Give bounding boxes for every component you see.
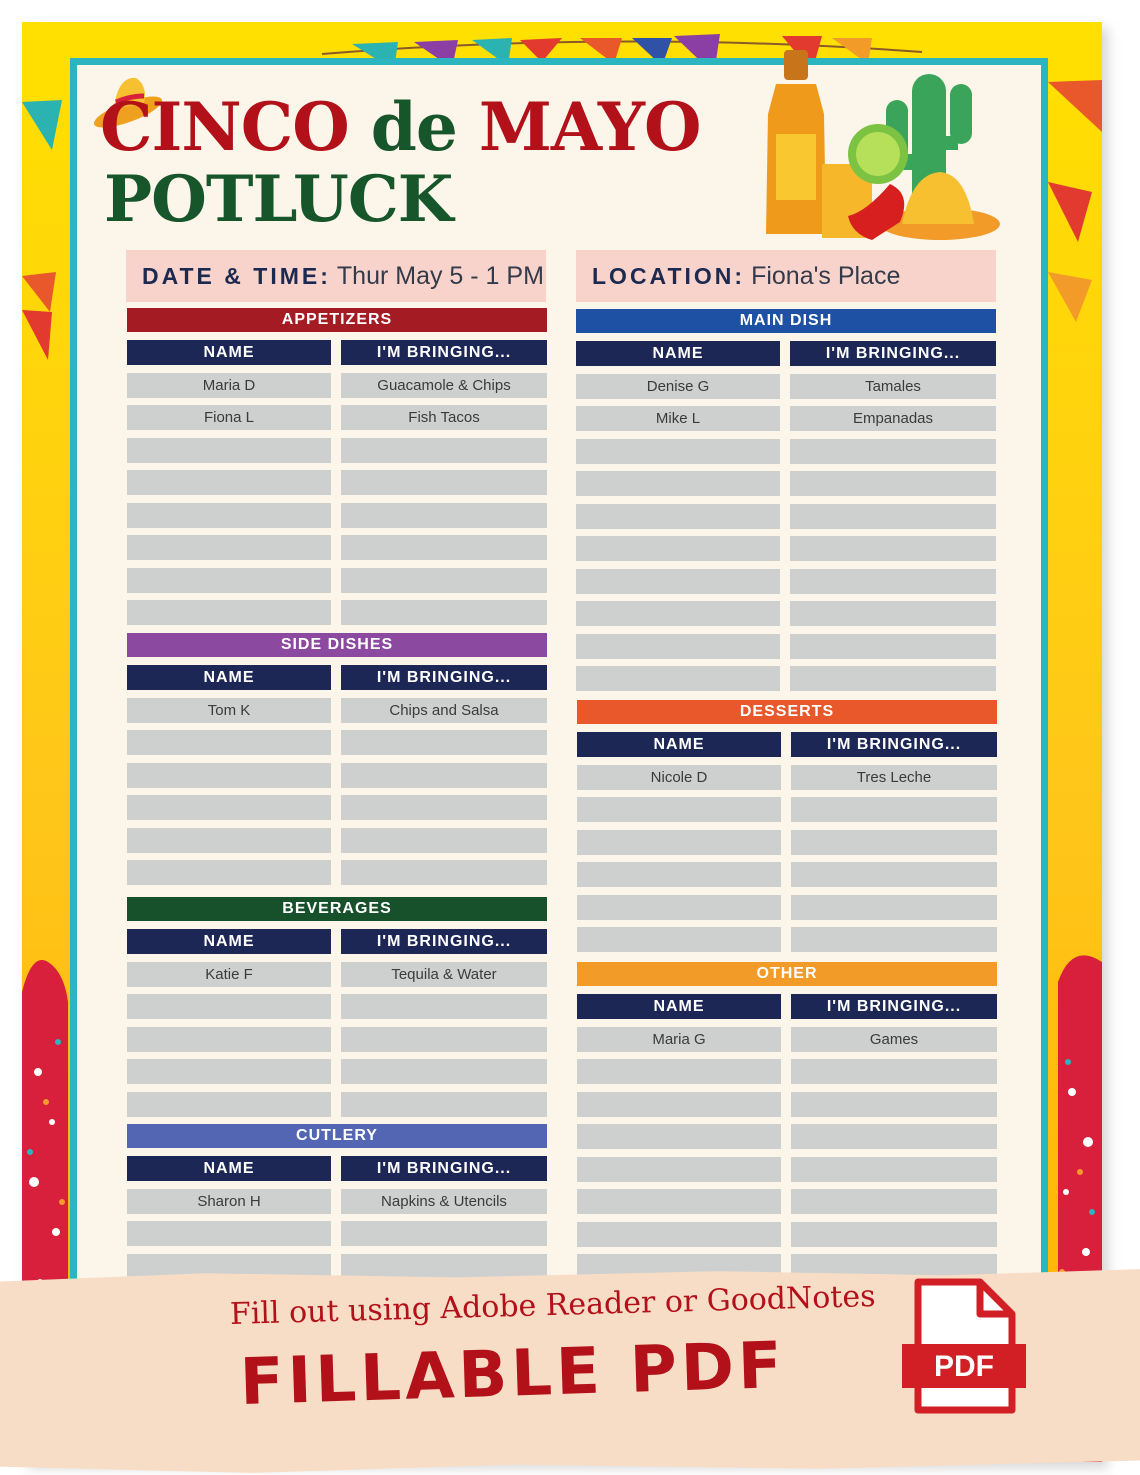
bringing-column-header: I'M BRINGING... bbox=[341, 929, 547, 954]
name-field[interactable] bbox=[577, 1222, 781, 1247]
bringing-field[interactable] bbox=[791, 1092, 997, 1117]
name-column-header: NAME bbox=[127, 665, 331, 690]
name-field[interactable] bbox=[127, 600, 331, 625]
name-field[interactable]: Sharon H bbox=[127, 1189, 331, 1214]
bringing-field[interactable]: Tres Leche bbox=[791, 765, 997, 790]
name-field[interactable]: Nicole D bbox=[577, 765, 781, 790]
bringing-column-header: I'M BRINGING... bbox=[341, 665, 547, 690]
date-time-box bbox=[126, 250, 546, 302]
bringing-field[interactable] bbox=[791, 1124, 997, 1149]
bringing-field[interactable]: Fish Tacos bbox=[341, 405, 547, 430]
name-field[interactable] bbox=[576, 666, 780, 691]
title-de: de bbox=[370, 88, 457, 166]
name-field[interactable] bbox=[127, 503, 331, 528]
name-column-header: NAME bbox=[127, 340, 331, 365]
bringing-field[interactable] bbox=[341, 568, 547, 593]
signup-table bbox=[127, 665, 547, 885]
bringing-field[interactable] bbox=[791, 830, 997, 855]
bringing-field[interactable] bbox=[341, 535, 547, 560]
section-header: CUTLERY bbox=[127, 1124, 547, 1148]
section-other bbox=[577, 962, 997, 1279]
title-cinco: CINCO bbox=[100, 88, 349, 166]
bringing-field[interactable] bbox=[341, 1221, 547, 1246]
name-field[interactable] bbox=[576, 471, 780, 496]
name-field[interactable]: Maria G bbox=[577, 1027, 781, 1052]
bringing-column bbox=[341, 665, 547, 885]
bringing-field[interactable]: Empanadas bbox=[790, 406, 996, 431]
name-column bbox=[127, 665, 331, 885]
bringing-field[interactable] bbox=[341, 795, 547, 820]
name-column-header: NAME bbox=[127, 929, 331, 954]
bringing-field[interactable] bbox=[791, 1222, 997, 1247]
section-beverages bbox=[127, 897, 547, 1117]
name-column-header: NAME bbox=[576, 341, 780, 366]
bringing-column-header: I'M BRINGING... bbox=[791, 994, 997, 1019]
name-column bbox=[127, 1156, 331, 1279]
bringing-column bbox=[790, 341, 996, 691]
name-field[interactable]: Denise G bbox=[576, 374, 780, 399]
name-field[interactable] bbox=[127, 828, 331, 853]
bringing-column-header: I'M BRINGING... bbox=[791, 732, 997, 757]
bringing-field[interactable] bbox=[341, 1254, 547, 1279]
bringing-field[interactable] bbox=[341, 438, 547, 463]
pdf-file-icon bbox=[900, 1278, 1030, 1418]
signup-table bbox=[127, 929, 547, 1117]
bringing-field[interactable] bbox=[341, 1092, 547, 1117]
bringing-field[interactable] bbox=[341, 503, 547, 528]
name-column bbox=[127, 340, 331, 625]
bringing-field[interactable] bbox=[341, 828, 547, 853]
signup-table bbox=[127, 340, 547, 625]
bringing-field[interactable] bbox=[341, 763, 547, 788]
name-column-header: NAME bbox=[577, 994, 781, 1019]
bringing-field[interactable]: Guacamole & Chips bbox=[341, 373, 547, 398]
name-field[interactable] bbox=[576, 536, 780, 561]
name-field[interactable] bbox=[576, 504, 780, 529]
page-title-line-1 bbox=[100, 88, 700, 166]
name-field[interactable] bbox=[127, 1059, 331, 1084]
name-field[interactable] bbox=[576, 439, 780, 464]
name-field[interactable] bbox=[577, 1189, 781, 1214]
bringing-field[interactable]: Napkins & Utencils bbox=[341, 1189, 547, 1214]
name-field[interactable] bbox=[577, 927, 781, 952]
name-field[interactable] bbox=[127, 1092, 331, 1117]
name-field[interactable]: Katie F bbox=[127, 962, 331, 987]
bringing-column bbox=[791, 732, 997, 952]
name-field[interactable] bbox=[576, 634, 780, 659]
bringing-field[interactable] bbox=[341, 730, 547, 755]
name-field[interactable] bbox=[577, 830, 781, 855]
page-title-line-2: POTLUCK bbox=[104, 162, 453, 237]
bringing-field[interactable] bbox=[341, 1059, 547, 1084]
section-cutlery bbox=[127, 1124, 547, 1279]
bringing-field[interactable] bbox=[791, 895, 997, 920]
name-field[interactable] bbox=[577, 1092, 781, 1117]
name-field[interactable] bbox=[127, 763, 331, 788]
signup-table bbox=[577, 732, 997, 952]
tequila-cactus-illustration bbox=[762, 44, 1012, 254]
bringing-column-header: I'M BRINGING... bbox=[341, 340, 547, 365]
bringing-field[interactable] bbox=[791, 862, 997, 887]
bringing-field[interactable]: Chips and Salsa bbox=[341, 698, 547, 723]
name-field[interactable] bbox=[577, 862, 781, 887]
signup-table bbox=[577, 994, 997, 1279]
title-mayo: MAYO bbox=[478, 88, 701, 166]
bringing-field[interactable] bbox=[341, 860, 547, 885]
bringing-field[interactable]: Tequila & Water bbox=[341, 962, 547, 987]
section-header: OTHER bbox=[577, 962, 997, 986]
signup-table bbox=[576, 341, 996, 691]
name-field[interactable] bbox=[127, 1221, 331, 1246]
bringing-column-header: I'M BRINGING... bbox=[341, 1156, 547, 1181]
name-field[interactable]: Fiona L bbox=[127, 405, 331, 430]
bringing-field[interactable] bbox=[791, 1157, 997, 1182]
name-column bbox=[577, 994, 781, 1279]
section-main-dish bbox=[576, 309, 996, 691]
name-field[interactable] bbox=[576, 601, 780, 626]
bringing-field[interactable] bbox=[790, 569, 996, 594]
name-field[interactable] bbox=[577, 1124, 781, 1149]
section-header: MAIN DISH bbox=[576, 309, 996, 333]
location-label: LOCATION: bbox=[592, 262, 746, 289]
bringing-column bbox=[341, 1156, 547, 1279]
section-desserts bbox=[577, 700, 997, 952]
bringing-field[interactable] bbox=[790, 666, 996, 691]
name-field[interactable] bbox=[127, 795, 331, 820]
name-field[interactable]: Tom K bbox=[127, 698, 331, 723]
bringing-field[interactable] bbox=[790, 601, 996, 626]
name-column bbox=[576, 341, 780, 691]
name-field[interactable] bbox=[127, 568, 331, 593]
bringing-field[interactable] bbox=[341, 600, 547, 625]
name-field[interactable] bbox=[127, 860, 331, 885]
bringing-column bbox=[341, 929, 547, 1117]
name-field[interactable] bbox=[127, 994, 331, 1019]
date-time-label: DATE & TIME: bbox=[142, 262, 331, 289]
name-field[interactable] bbox=[127, 535, 331, 560]
section-header: APPETIZERS bbox=[127, 308, 547, 332]
bringing-field[interactable] bbox=[790, 504, 996, 529]
bringing-field[interactable] bbox=[341, 1027, 547, 1052]
bringing-field[interactable]: Tamales bbox=[790, 374, 996, 399]
bringing-field[interactable] bbox=[791, 927, 997, 952]
date-time-value[interactable]: Thur May 5 - 1 PM bbox=[336, 261, 544, 290]
section-appetizers bbox=[127, 308, 547, 625]
name-field[interactable] bbox=[577, 797, 781, 822]
bringing-field[interactable] bbox=[790, 471, 996, 496]
name-field[interactable] bbox=[127, 1027, 331, 1052]
name-field[interactable] bbox=[127, 438, 331, 463]
bringing-field[interactable] bbox=[791, 1189, 997, 1214]
bringing-field[interactable]: Games bbox=[791, 1027, 997, 1052]
location-box bbox=[576, 250, 996, 302]
bringing-column bbox=[791, 994, 997, 1279]
pdf-label: PDF bbox=[934, 1350, 994, 1383]
section-header: BEVERAGES bbox=[127, 897, 547, 921]
name-field[interactable]: Mike L bbox=[576, 406, 780, 431]
bringing-field[interactable] bbox=[341, 994, 547, 1019]
name-column-header: NAME bbox=[127, 1156, 331, 1181]
banner-instructions: Fill out using Adobe Reader or GoodNotes bbox=[229, 1278, 876, 1332]
bringing-field[interactable] bbox=[790, 634, 996, 659]
section-header: SIDE DISHES bbox=[127, 633, 547, 657]
name-column bbox=[577, 732, 781, 952]
location-value[interactable]: Fiona's Place bbox=[751, 261, 901, 290]
bringing-field[interactable] bbox=[790, 536, 996, 561]
name-field[interactable] bbox=[577, 895, 781, 920]
bringing-field[interactable] bbox=[341, 470, 547, 495]
name-field[interactable] bbox=[577, 1157, 781, 1182]
bringing-field[interactable] bbox=[790, 439, 996, 464]
banner-headline: FILLABLE PDF bbox=[238, 1328, 787, 1420]
section-side-dishes bbox=[127, 633, 547, 885]
name-field[interactable]: Maria D bbox=[127, 373, 331, 398]
name-field[interactable] bbox=[127, 470, 331, 495]
name-column-header: NAME bbox=[577, 732, 781, 757]
name-field[interactable] bbox=[127, 730, 331, 755]
signup-table bbox=[127, 1156, 547, 1279]
bringing-field[interactable] bbox=[791, 1059, 997, 1084]
bringing-column-header: I'M BRINGING... bbox=[790, 341, 996, 366]
name-column bbox=[127, 929, 331, 1117]
bringing-field[interactable] bbox=[791, 797, 997, 822]
name-field[interactable] bbox=[576, 569, 780, 594]
name-field[interactable] bbox=[577, 1059, 781, 1084]
section-header: DESSERTS bbox=[577, 700, 997, 724]
bringing-column bbox=[341, 340, 547, 625]
